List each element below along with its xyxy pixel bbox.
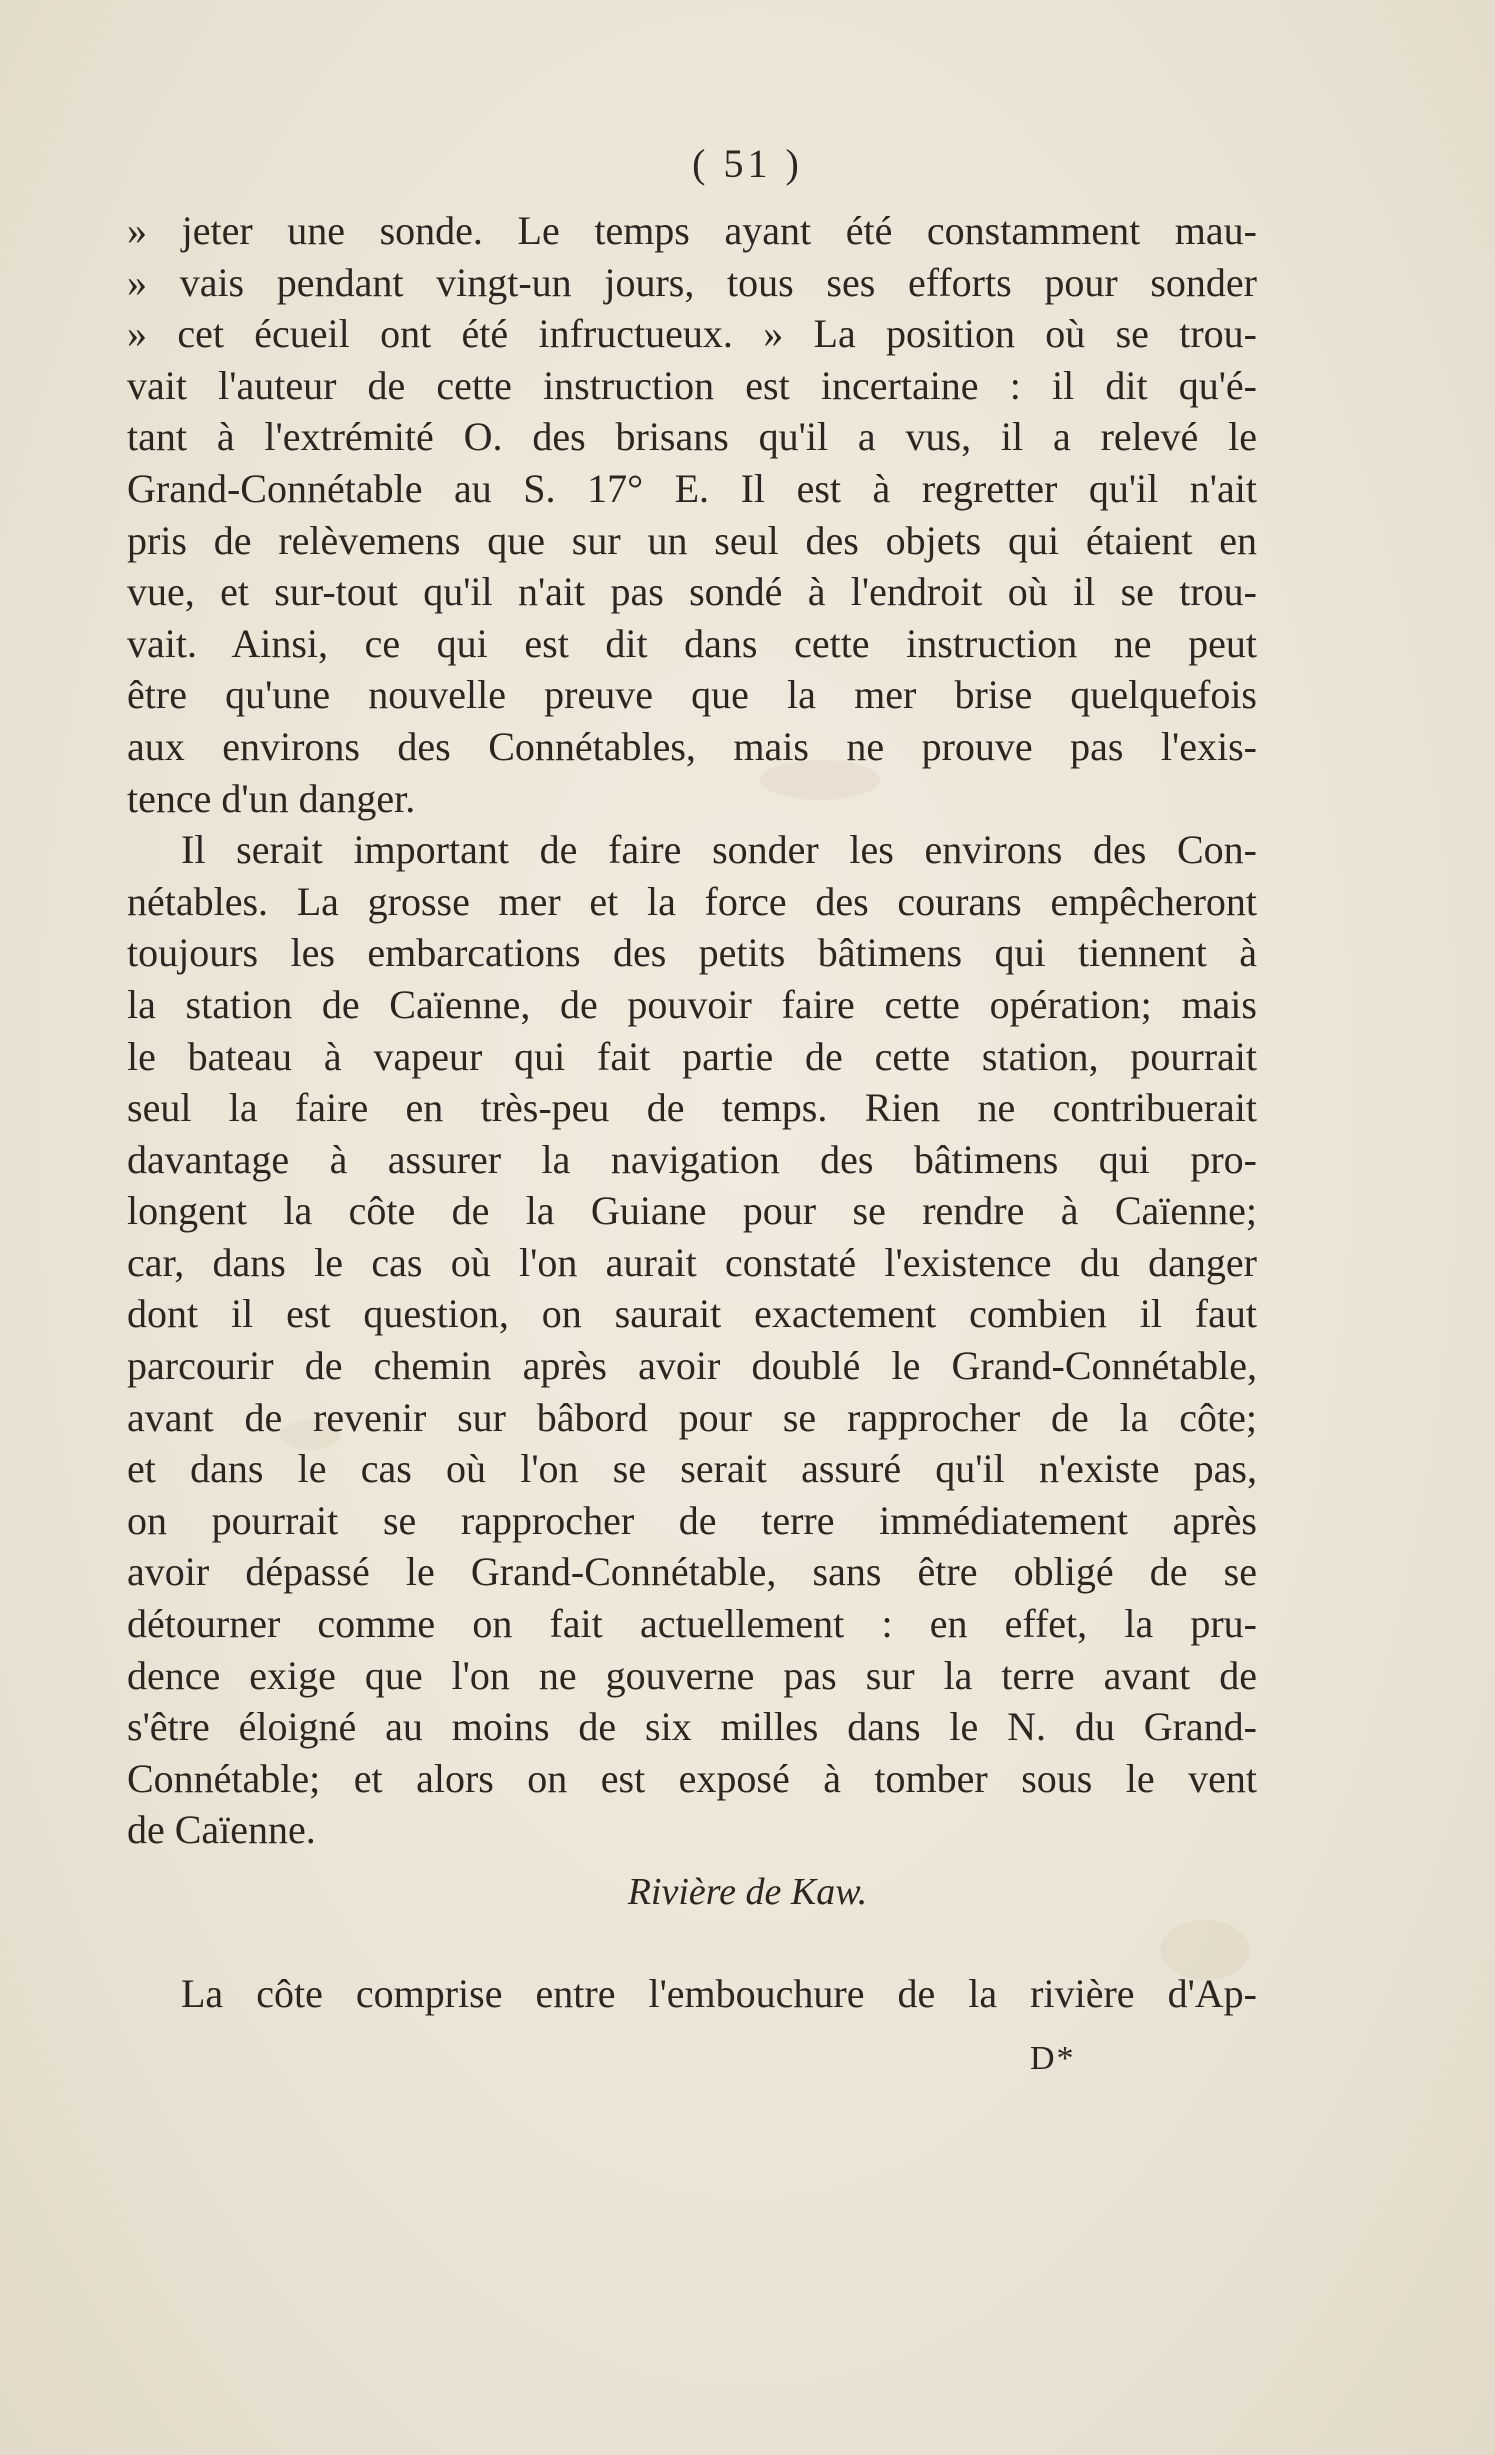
text-line: toujours les embarcations des petits bâtimens qui tiennent à [127,930,1257,976]
text-line: dence exige que l'on ne gouverne pas sur la terre avant de [127,1652,1257,1698]
text-line: être qu'une nouvelle preuve que la mer brise quelquefois [127,672,1257,718]
text-line: seul la faire en très-peu de temps. Rien ne contribuerait [127,1085,1257,1131]
text-line: dont il est question, on saurait exactement combien il faut [127,1291,1257,1337]
text-line: davantage à assurer la navigation des bâtimens qui pro- [127,1136,1257,1182]
text-line: vait l'auteur de cette instruction est incertaine : il dit qu'é- [127,362,1257,408]
text-line: tant à l'extrémité O. des brisans qu'il a vus, il a relevé le [127,414,1257,460]
page-number: ( 51 ) [692,141,803,186]
closing-line: La côte comprise entre l'embouchure de la rivière d'Ap- [181,1971,1257,2016]
text-line: avoir dépassé le Grand-Connétable, sans être obligé de se [127,1549,1257,1595]
text-line: parcourir de chemin après avoir doublé le Grand-Connétable, [127,1343,1257,1389]
text-line: » vais pendant vingt-un jours, tous ses efforts pour sonder [127,259,1257,305]
text-line: on pourrait se rapprocher de terre immédiatement après [127,1497,1257,1543]
text-line: détourner comme on fait actuellement : en effet, la pru- [127,1601,1257,1647]
text-line: longent la côte de la Guiane pour se rendre à Caïenne; [127,1188,1257,1234]
text-line: car, dans le cas où l'on aurait constaté l'existence du danger [127,1239,1257,1285]
signature-mark: D* [1030,2040,1076,2077]
text-line: » jeter une sonde. Le temps ayant été constamment mau- [127,208,1257,253]
text-line: Connétable; et alors on est exposé à tomber sous le vent [127,1755,1257,1801]
text-line: le bateau à vapeur qui fait partie de cette station, pourrait [127,1033,1257,1079]
section-heading: Rivière de Kaw. [627,1871,868,1913]
body-text [127,205,1257,1856]
text-line: la station de Caïenne, de pouvoir faire cette opération; mais [127,981,1257,1027]
text-line: vue, et sur-tout qu'il n'ait pas sondé à l'endroit où il se trou- [127,569,1257,615]
text-line: et dans le cas où l'on se serait assuré qu'il n'existe pas, [127,1446,1257,1492]
text-line: Grand-Connétable au S. 17° E. Il est à regretter qu'il n'ait [127,465,1257,511]
text-line: Il serait important de faire sonder les environs des Con- [181,827,1257,873]
text-line: aux environs des Connétables, mais ne prouve pas l'exis- [127,723,1257,769]
text-line: vait. Ainsi, ce qui est dit dans cette instruction ne peut [127,620,1257,666]
text-line: pris de relèvemens que sur un seul des objets qui étaient en [127,517,1257,563]
text-line: nétables. La grosse mer et la force des courans empêcheront [127,878,1257,924]
text-line: tence d'un danger. [127,775,416,821]
text-line: s'être éloigné au moins de six milles dans le N. du Grand- [127,1704,1257,1750]
text-line: avant de revenir sur bâbord pour se rapprocher de la côte; [127,1394,1257,1440]
text-line: de Caïenne. [127,1807,316,1853]
text-line: » cet écueil ont été infructueux. » La position où se trou- [127,311,1257,357]
